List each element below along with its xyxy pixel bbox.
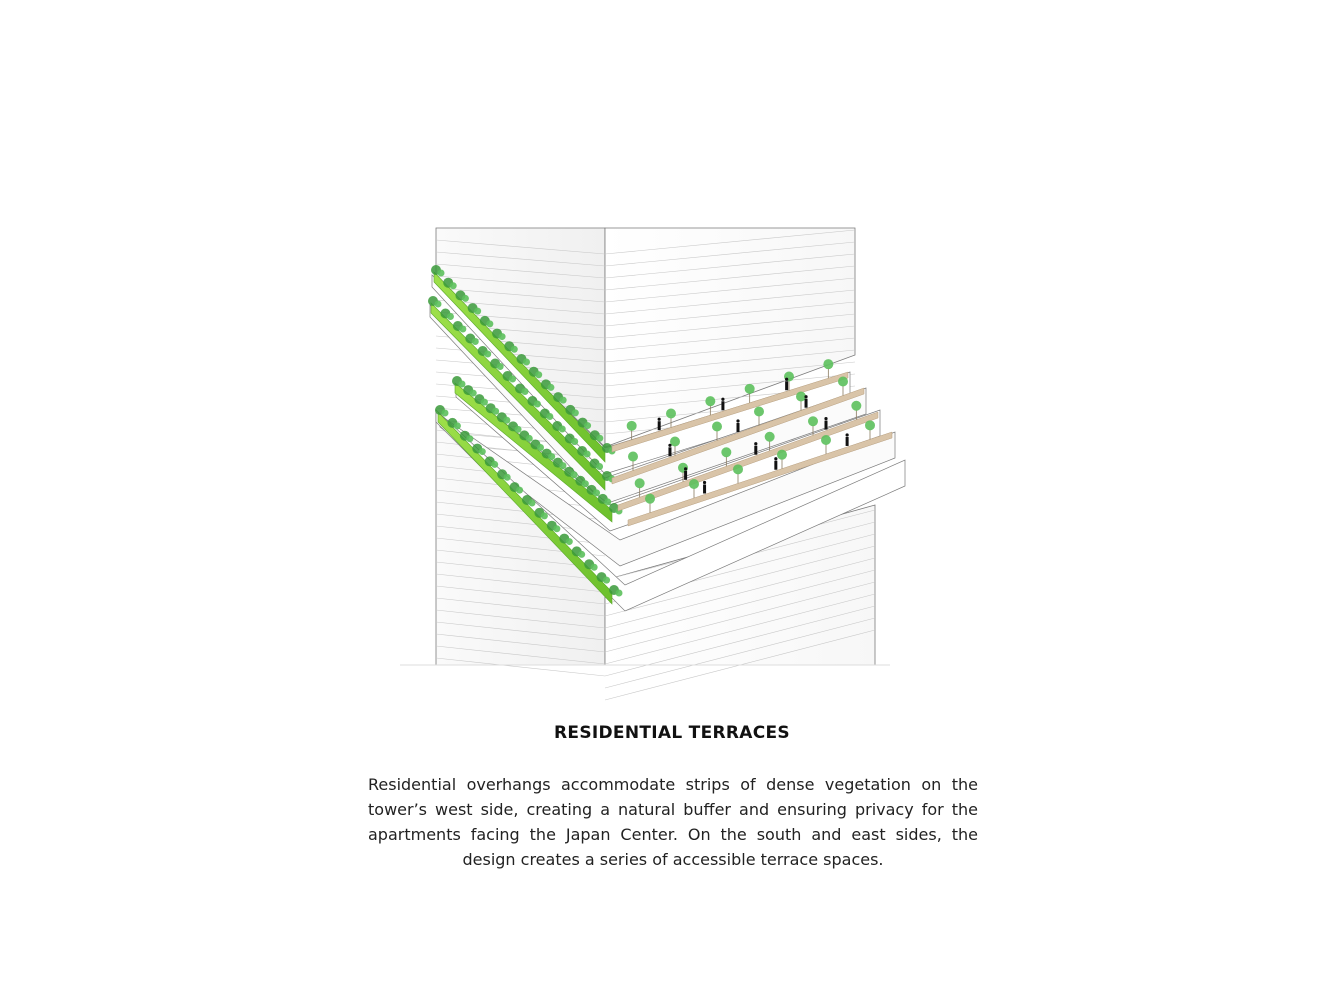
tree-canopy	[705, 396, 715, 406]
person-head	[824, 417, 827, 420]
person-body	[658, 421, 661, 430]
person-head	[785, 378, 788, 381]
person-body	[774, 461, 777, 470]
shrub	[603, 577, 610, 584]
shrub	[535, 371, 542, 378]
shrub	[474, 308, 481, 315]
person-body	[785, 381, 788, 390]
shrub	[504, 474, 511, 481]
shrub	[484, 351, 491, 358]
person-body	[737, 423, 740, 432]
tree-canopy	[821, 435, 831, 445]
tree-canopy	[627, 421, 637, 431]
shrub	[503, 417, 510, 424]
shrub	[596, 435, 603, 442]
person-body	[805, 399, 808, 408]
tree-canopy	[823, 359, 833, 369]
shrub	[472, 338, 479, 345]
tree-canopy	[745, 384, 755, 394]
person-head	[703, 481, 706, 484]
shrub	[537, 444, 544, 451]
shrub	[571, 438, 578, 445]
tree-canopy	[777, 450, 787, 460]
shrub	[584, 451, 591, 458]
person-body	[721, 401, 724, 410]
diagram-title: RESIDENTIAL TERRACES	[554, 723, 790, 743]
tree-canopy	[808, 416, 818, 426]
shrub	[529, 500, 536, 507]
shrub	[526, 435, 533, 442]
shrub	[462, 295, 469, 302]
shrub	[571, 471, 578, 478]
shrub	[447, 313, 454, 320]
tree-canopy	[645, 494, 655, 504]
tree-canopy	[733, 464, 743, 474]
shrub	[438, 270, 445, 277]
shrub	[553, 525, 560, 532]
shrub	[559, 462, 566, 469]
shrub	[470, 390, 477, 397]
shrub	[459, 326, 466, 333]
shrub	[572, 409, 579, 416]
shrub	[593, 489, 600, 496]
person-head	[721, 398, 724, 401]
person-head	[736, 419, 739, 422]
shrub	[492, 408, 499, 415]
shrub	[548, 453, 555, 460]
shrub	[499, 333, 506, 340]
shrub	[522, 388, 529, 395]
shrub	[534, 401, 541, 408]
shrub	[454, 422, 461, 429]
person-head	[754, 442, 757, 445]
shrub	[596, 463, 603, 470]
shrub	[486, 320, 493, 327]
tree-canopy	[721, 447, 731, 457]
tree-canopy	[865, 420, 875, 430]
shrub	[547, 384, 554, 391]
shrub	[450, 282, 457, 289]
shrub	[604, 498, 611, 505]
person-body	[668, 447, 671, 456]
shrub	[584, 422, 591, 429]
shrub	[560, 397, 567, 404]
diagram-description: Residential overhangs accommodate strips of dense vegetation on the tower’s west side, creating a natural buffer and ensuring privacy for the apartments facing the Japan Center. On the south and east sides, the design creates a series of accessible terrace spaces.	[368, 775, 978, 869]
shrub	[582, 480, 589, 487]
person-head	[846, 433, 849, 436]
tree-canopy	[635, 478, 645, 488]
shrub	[491, 461, 498, 468]
tree-canopy	[666, 409, 676, 419]
shrub	[481, 399, 488, 406]
shrub	[559, 426, 566, 433]
tree-canopy	[851, 401, 861, 411]
shrub	[497, 363, 504, 370]
tree-canopy	[838, 377, 848, 387]
shrub	[578, 551, 585, 558]
shrub	[442, 410, 449, 417]
tree-canopy	[754, 407, 764, 417]
shrub	[516, 487, 523, 494]
person-body	[846, 437, 849, 446]
person-head	[774, 457, 777, 460]
person-head	[684, 467, 687, 470]
shrub	[459, 381, 466, 388]
shrub	[515, 426, 522, 433]
shrub	[523, 359, 530, 366]
person-head	[658, 418, 661, 421]
shrub	[509, 376, 516, 383]
person-head	[804, 395, 807, 398]
tree-canopy	[712, 422, 722, 432]
shrub	[479, 448, 486, 455]
person-head	[668, 444, 671, 447]
tree-canopy	[765, 432, 775, 442]
person-body	[703, 484, 706, 493]
shrub	[466, 435, 473, 442]
shrub	[616, 590, 623, 597]
shrub	[511, 346, 518, 353]
tree-canopy	[689, 479, 699, 489]
person-body	[825, 421, 828, 430]
shrub	[541, 512, 548, 519]
shrub	[546, 413, 553, 420]
shrub	[435, 301, 442, 308]
shrub	[566, 538, 573, 545]
shrub	[591, 564, 598, 571]
person-body	[684, 471, 687, 480]
tree-canopy	[628, 452, 638, 462]
person-body	[754, 446, 757, 455]
